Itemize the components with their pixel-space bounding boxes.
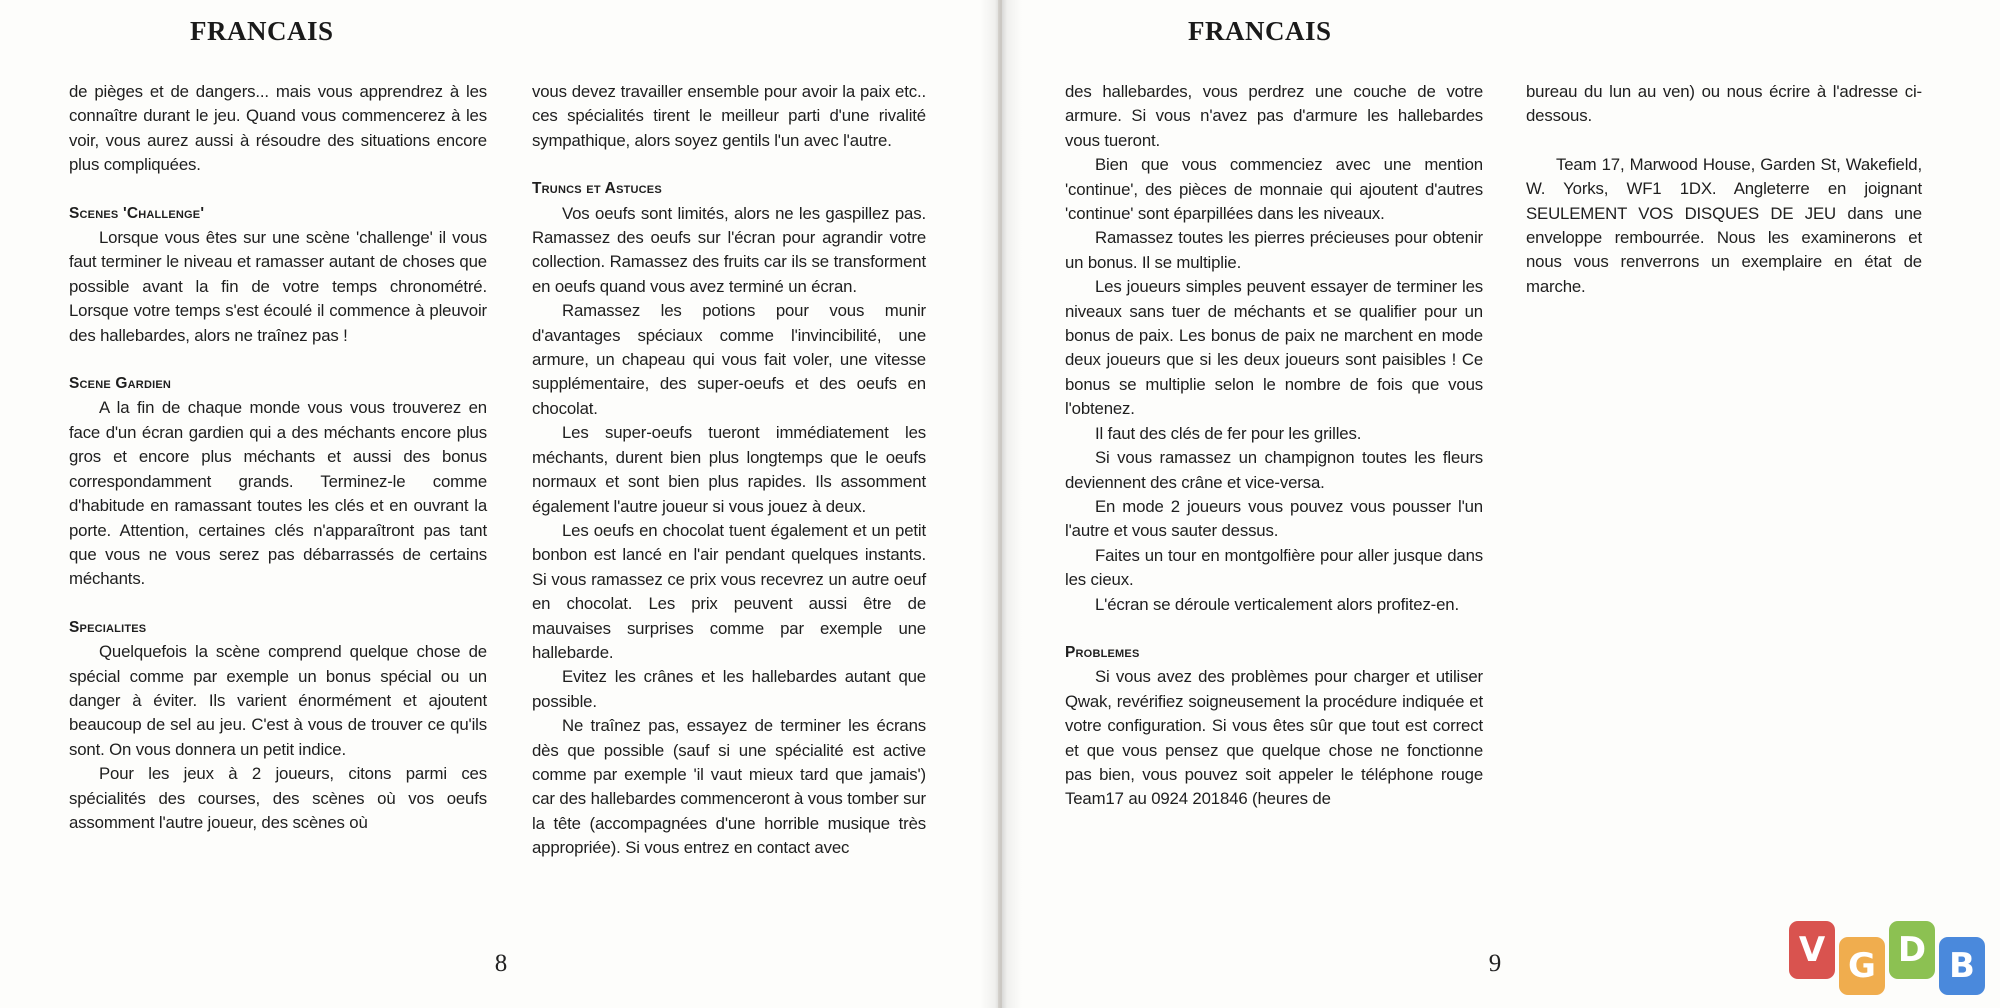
paragraph: L'écran se déroule verticalement alors profitez-en. (1095, 594, 1459, 614)
page-left (0, 0, 998, 1008)
paragraph: Les super-oeufs tueront immédiatement les méchants, durent bien plus longtemps que le oeufs normaux et sont bien plus rapides. Ils assomment également l'autre joueur si vous jouez à deux. (532, 423, 926, 516)
paragraph: de pièges et de dangers... mais vous apprendrez à les connaître durant le jeu. Quand vous commencerez à les voir, vous aurez aussi à résoudre des situations encore plus compliquées. (69, 82, 487, 175)
section-heading-specialites: Specialites (69, 618, 147, 636)
paragraph: En mode 2 joueurs vous pouvez vous pousser l'un l'autre et vous sauter dessus. (1065, 496, 1483, 541)
watermark-tile: D (1889, 921, 1935, 979)
paragraph: Bien que vous commenciez avec une mention 'continue', des pièces de monnaie qui ajoutent d'autres 'continue' sont éparpillées dans les niveaux. (1065, 155, 1483, 224)
left-column-1 (69, 80, 487, 835)
left-column-2 (532, 80, 926, 861)
paragraph: A la fin de chaque monde vous vous trouverez en face d'un écran gardien qui a des méchants encore plus gros et encore plus méchants et aussi des bonus correspondamment grands. Terminez-le comme d'habitude en ramassant toutes les clés et en ouvrant la porte. Attention, certaines clés n'apparaîtront pas tant que vous ne vous serez pas débarrassés de certains méchants. (69, 398, 487, 589)
paragraph: Si vous ramassez un champignon toutes les fleurs deviennent des crâne et vice-versa. (1065, 448, 1483, 492)
page-right (1002, 0, 2000, 1008)
paragraph: bureau du lun au ven) ou nous écrire à l'adresse ci-dessous. (1526, 82, 1922, 126)
paragraph: des hallebardes, vous perdrez une couche de votre armure. Si vous n'avez pas d'armure les hallebardes vous tueront. (1065, 82, 1483, 150)
section-heading-challenge: Scenes 'Challenge' (69, 204, 205, 222)
book-gutter-shadow (980, 0, 1022, 1008)
page-header: FRANCAIS (190, 16, 334, 46)
section-heading-problemes: Problemes (1065, 643, 1140, 661)
watermark-tile: B (1939, 937, 1985, 995)
paragraph: Les joueurs simples peuvent essayer de terminer les niveaux sans tuer de méchants et se qualifier pour un bonus de paix. Les bonus de paix ne marchent en mode deux joueurs que si les deux joueurs sont paisibles ! Ce bonus se multiplie selon le nombre de fois que vous l'obtenez. (1065, 277, 1483, 419)
paragraph: Lorsque vous êtes sur une scène 'challenge' il vous faut terminer le niveau et ramasser autant de choses que possible avant la fin de votre temps chronométré. Lorsque votre temps s'est écoulé il commence à pleuvoir des hallebardes, alors ne traînez pas ! (69, 228, 487, 345)
paragraph: Quelquefois la scène comprend quelque chose de spécial comme par exemple un bonus spécial ou un danger à éviter. Ils varient énormément et ajoutent beaucoup de sel au jeu. C'est à vous de trouver ce qu'ils sont. On vous donnera un petit indice. (69, 642, 487, 759)
paragraph: Ramassez les potions pour vous munir d'avantages spéciaux comme l'invincibilité, une armure, un chapeau qui vous fait voler, une vitesse supplémentaire, des super-oeufs et des oeufs en chocolat. (532, 301, 926, 418)
paragraph: Ne traînez pas, essayez de terminer les écrans dès que possible (sauf si une spécialité est active comme par exemple 'il vaut mieux tard que jamais') car des hallebardes commenceront à vous tomber sur la tête (accompagnées d'une horrible musique très appropriée). Si vous entrez en contact avec (532, 716, 926, 858)
paragraph: Pour les jeux à 2 joueurs, citons parmi ces spécialités des courses, des scènes où vos oeufs assomment l'autre joueur, des scènes où (69, 764, 487, 832)
paragraph: Ramassez toutes les pierres précieuses pour obtenir un bonus. Il se multiplie. (1065, 228, 1483, 272)
paragraph: Vos oeufs sont limités, alors ne les gaspillez pas. Ramassez des oeufs sur l'écran pour agrandir votre collection. Ramassez des fruits car ils se transforment en oeufs quand vous avez terminé un écran. (532, 203, 926, 296)
paragraph: Il faut des clés de fer pour les grilles. (1095, 423, 1362, 443)
address-paragraph: Team 17, Marwood House, Garden St, Wakefield, W. Yorks, WF1 1DX. Angleterre en joignant SEULEMENT VOS DISQUES DE JEU dans une enveloppe rembourrée. Nous les examinerons et nous vous renverrons un exemplaire en état de marche. (1526, 154, 1922, 296)
paragraph: Si vous avez des problèmes pour charger et utiliser Qwak, revérifiez soigneusement la procédure indiquée et votre configuration. Si vous êtes sûr que tout est correct et que vous pensez que quelque chose ne fonctionne pas bien, vous pouvez soit appeler le téléphone rouge Team17 au 0924 201846 (heures de (1065, 667, 1483, 809)
paragraph: Les oeufs en chocolat tuent également et un petit bonbon est lancé en l'air pendant quelques instants. Si vous ramassez ce prix vous recevrez un autre oeuf en chocolat. Les prix peuvent aussi être de mauvaises surprises comme par exemple une hallebarde. (532, 520, 926, 662)
paragraph: Faites un tour en montgolfière pour aller jusque dans les cieux. (1065, 545, 1483, 590)
right-column-2 (1526, 80, 1922, 299)
section-heading-gardien: Scene Gardien (69, 375, 172, 393)
paragraph: Evitez les crânes et les hallebardes autant que possible. (532, 667, 926, 711)
section-heading-trucs: Truncs et Astuces (532, 180, 662, 198)
watermark-tile: G (1839, 937, 1885, 995)
right-column-1 (1065, 80, 1483, 812)
page-header: FRANCAIS (1188, 16, 1332, 46)
page-number: 9 (1488, 950, 1502, 977)
page-number: 8 (494, 950, 508, 977)
paragraph: vous devez travailler ensemble pour avoir la paix etc.. ces spécialités tirent le meilleur parti d'une rivalité sympathique, alors soyez gentils l'un avec l'autre. (532, 82, 926, 150)
watermark-tile: V (1789, 921, 1835, 979)
vgdb-watermark-logo (1789, 921, 1989, 997)
